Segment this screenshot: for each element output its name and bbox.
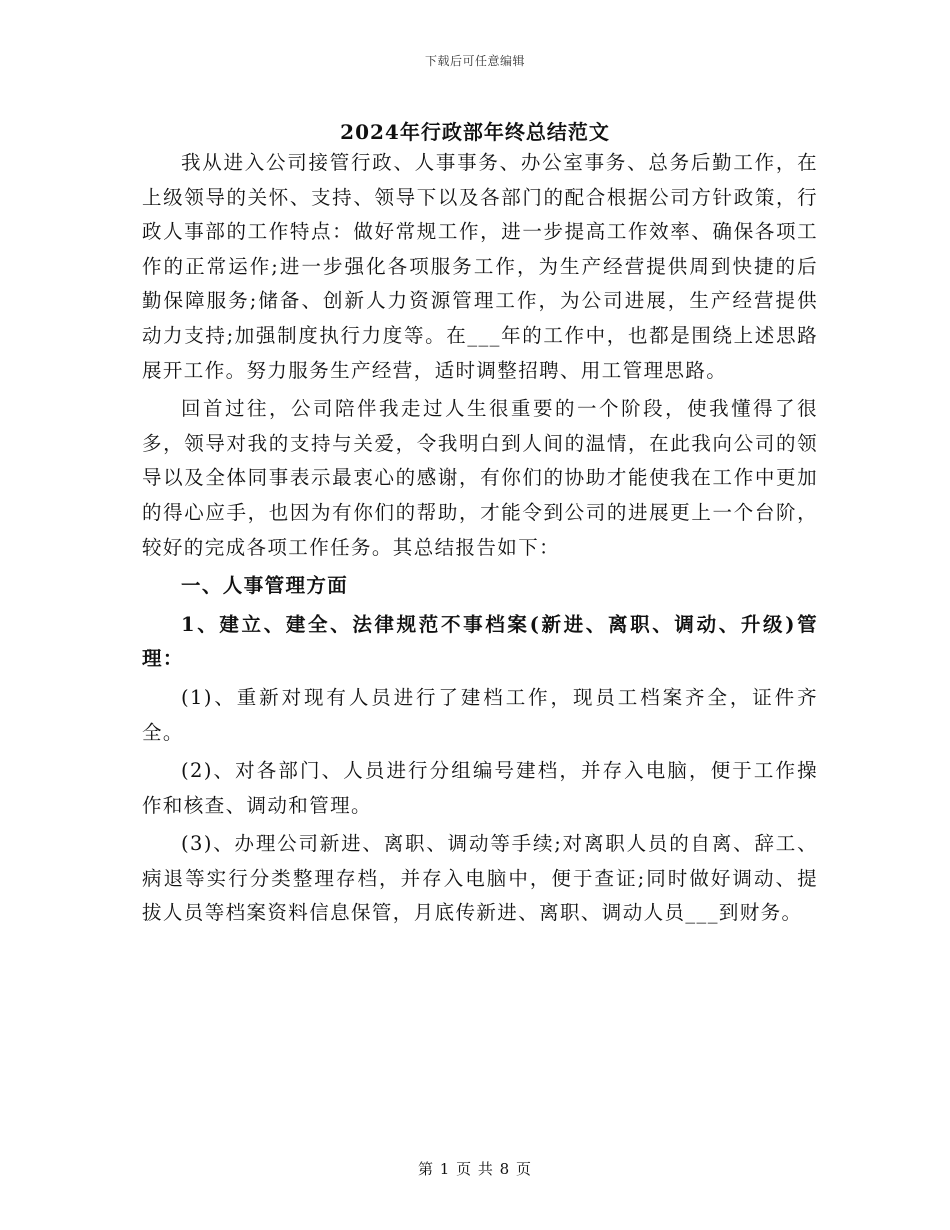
page-footer: 第 1 页 共 8 页 xyxy=(418,1160,532,1178)
document-title: 2024年行政部年终总结范文 xyxy=(340,120,610,144)
list-item-1: (1)、重新对现有人员进行了建档工作，现员工档案齐全，证件齐全。 xyxy=(142,685,818,744)
paragraph-review: 回首过往，公司陪伴我走过人生很重要的一个阶段，使我懂得了很多，领导对我的支持与关爱，令我明白到人间的温情，在此我向公司的领导以及全体同事表示最衷心的感谢，有你们的协助才能使我在工作中更加的得心应手，也因为有你们的帮助，才能令到公司的进展更上一个台阶，较好的完成各项工作任务。其总结报告如下： xyxy=(142,397,818,559)
document-body xyxy=(142,146,818,935)
section-heading-personnel: 一、人事管理方面 xyxy=(181,574,349,598)
header-note: 下载后可任意编辑 xyxy=(424,54,525,68)
paragraph-intro: 我从进入公司接管行政、人事事务、办公室事务、总务后勤工作，在上级领导的关怀、支持、领导下以及各部门的配合根据公司方针政策，行政人事部的工作特点：做好常规工作，进一步提高工作效率、确保各项工作的正常运作;进一步强化各项服务工作，为生产经营提供周到快捷的后勤保障服务;储备、创新人力资源管理工作，为公司进展，生产经营提供动力支持;加强制度执行力度等。在___年的工作中，也都是围绕上述思路展开工作。努力服务生产经营，适时调整招聘、用工管理思路。 xyxy=(142,151,818,382)
subsection-heading-archives: 1、建立、建全、法律规范不事档案(新进、离职、调动、升级)管理： xyxy=(142,612,818,671)
list-item-3: (3)、办理公司新进、离职、调动等手续;对离职人员的自离、辞工、病退等实行分类整理存档，并存入电脑中，便于查证;同时做好调动、提拔人员等档案资料信息保管，月底传新进、离职、调动人员___到财务。 xyxy=(142,832,818,925)
list-item-2: (2)、对各部门、人员进行分组编号建档，并存入电脑，便于工作操作和核查、调动和管理。 xyxy=(142,759,818,817)
